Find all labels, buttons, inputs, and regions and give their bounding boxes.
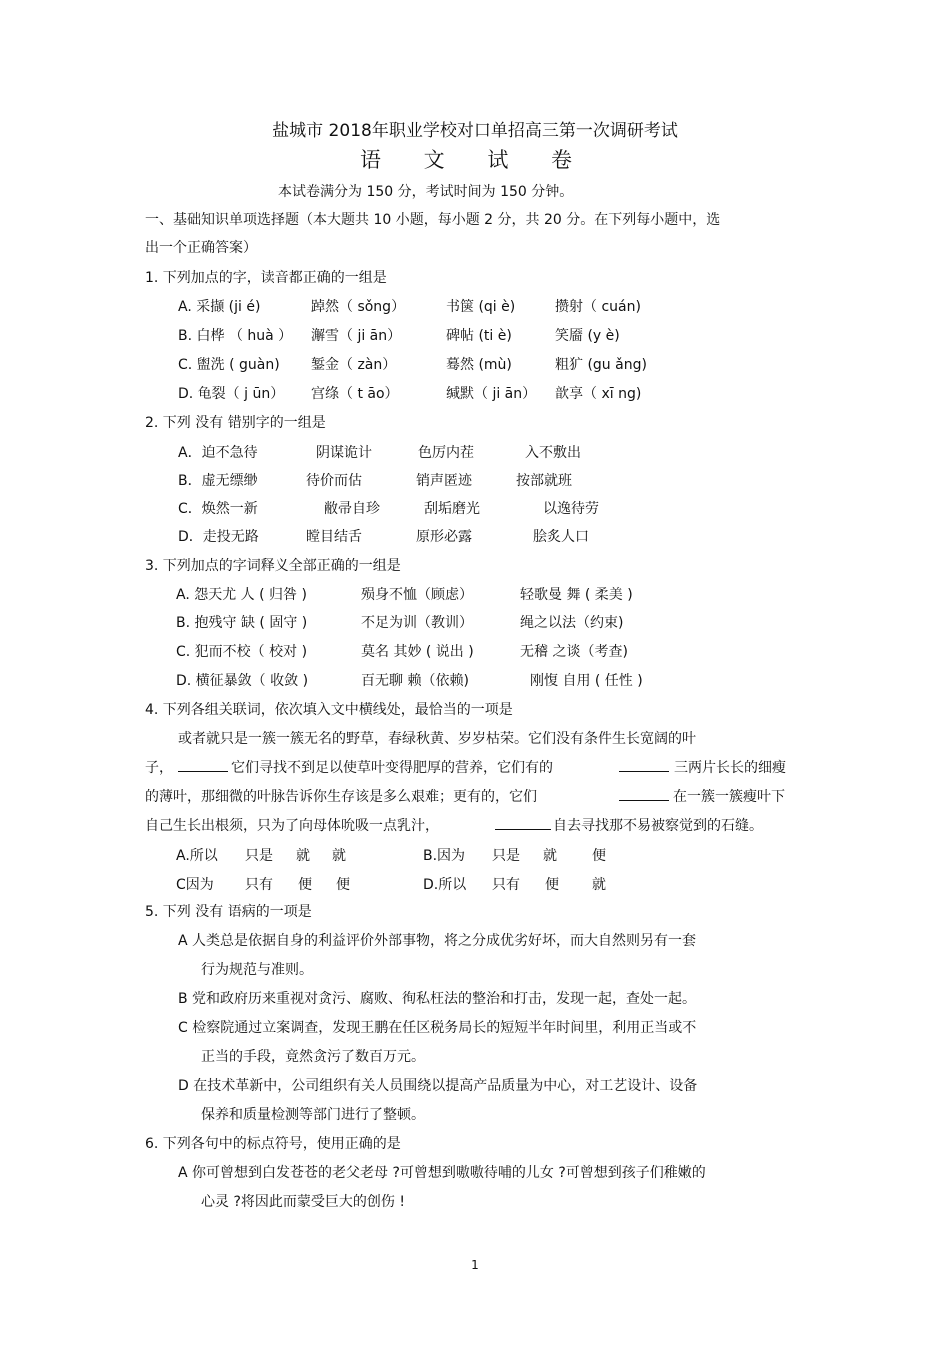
passage-text: 子， xyxy=(145,760,173,776)
question-stem: 3. 下列加点的字词释义全部正确的一组是 xyxy=(145,558,401,574)
passage-text: 在一簇一簇瘦叶下 xyxy=(673,789,785,805)
option-cell: 不足为训（教训） xyxy=(361,615,473,631)
option-cell: C因为 xyxy=(176,877,214,893)
option-cell: 书箧 (qi è) xyxy=(446,299,516,315)
option-cell: 就 xyxy=(332,848,346,864)
passage-text: 它们寻找不到足以使草叶变得肥厚的营养，它们有的 xyxy=(231,760,553,776)
exam-title: 盐城市 2018年职业学校对口单招高三第一次调研考试 xyxy=(272,121,678,141)
option-cell: 以逸待劳 xyxy=(543,501,599,517)
option-cell: 就 xyxy=(592,877,606,893)
option-cell: 待价而估 xyxy=(306,473,362,489)
option-cell: 阴谋诡计 xyxy=(316,445,372,461)
answer-blank xyxy=(178,758,228,778)
question-stem: 6. 下列各句中的标点符号，使用正确的是 xyxy=(145,1136,401,1152)
question-stem: 4. 下列各组关联词，依次填入文中横线处，最恰当的一项是 xyxy=(145,702,513,718)
passage-text: 自己生长出根须，只为了向母体吮吸一点乳汁， xyxy=(145,818,439,834)
option-cell: 粗犷 (gu ǎng) xyxy=(555,357,647,373)
option-cell: B．虚无缥缈 xyxy=(178,473,258,489)
option-cell: 便 xyxy=(545,877,559,893)
option-cell: 便 xyxy=(592,848,606,864)
option-cell: 按部就班 xyxy=(516,473,572,489)
option-line: 正当的手段，竟然贪污了数百万元。 xyxy=(201,1049,425,1065)
option-cell: 攒射（ cuán) xyxy=(555,299,641,315)
option-cell: 便 xyxy=(298,877,312,893)
exam-info: 本试卷满分为 150 分，考试时间为 150 分钟。 xyxy=(278,184,574,200)
option-cell: 百无聊 赖（依赖) xyxy=(361,673,469,689)
passage-text: 的薄叶，那细微的叶脉告诉你生存该是多么艰难；更有的，它们 xyxy=(145,789,537,805)
question-stem: 2. 下列 没有 错别字的一组是 xyxy=(145,415,326,431)
option-cell: B.因为 xyxy=(423,848,466,864)
option-cell: 便 xyxy=(336,877,350,893)
option-cell: 色厉内茬 xyxy=(418,445,474,461)
question-stem: 5. 下列 没有 语病的一项是 xyxy=(145,904,312,920)
option-line: A 你可曾想到白发苍苍的老父老母 ?可曾想到嗷嗷待哺的儿女 ?可曾想到孩子们稚嫩的 xyxy=(178,1165,706,1181)
passage-line xyxy=(145,758,173,778)
option-cell: 只有 xyxy=(492,877,520,893)
option-cell: 轻歌曼 舞 ( 柔美 ) xyxy=(520,587,633,603)
option-line: C 检察院通过立案调查，发现王鹏在任区税务局长的短短半年时间里，利用正当或不 xyxy=(178,1020,697,1036)
option-cell: 无稽 之谈（考查) xyxy=(520,644,628,660)
option-cell: 就 xyxy=(543,848,557,864)
option-cell: A．迫不急待 xyxy=(178,445,258,461)
answer-blank xyxy=(619,758,669,778)
option-cell: 入不敷出 xyxy=(525,445,581,461)
passage-text: 三两片长长的细瘦 xyxy=(674,760,786,776)
option-cell: 缄默（ ji ān） xyxy=(446,386,537,402)
option-line: 心灵 ?将因此而蒙受巨大的创伤 ! xyxy=(201,1194,405,1210)
option-cell: 笑靥 (y è) xyxy=(555,328,620,344)
option-cell: D. 横征暴敛（ 收敛 ) xyxy=(176,673,309,689)
passage-line: 或者就只是一簇一簇无名的野草，春绿秋黄、岁岁枯荣。它们没有条件生长宽阔的叶 xyxy=(178,731,696,747)
passage-text: 自去寻找那不易被察觉到的石缝。 xyxy=(553,818,763,834)
answer-blank xyxy=(495,816,551,836)
option-cell: 只是 xyxy=(492,848,520,864)
option-cell: D. 龟裂（ j ūn） xyxy=(178,386,285,402)
option-line: 保养和质量检测等部门进行了整顿。 xyxy=(201,1107,425,1123)
option-cell: C. 盥洗 ( guàn) xyxy=(178,357,280,373)
option-cell: D．走投无路 xyxy=(178,529,259,545)
option-line: A 人类总是依据自身的利益评价外部事物，将之分成优劣好坏，而大自然则另有一套 xyxy=(178,933,697,949)
option-cell: 刚愎 自用 ( 任性 ) xyxy=(530,673,643,689)
option-cell: 原形必露 xyxy=(416,529,472,545)
exam-subtitle: 语 文 试 卷 xyxy=(359,148,591,172)
option-cell: 瞠目结舌 xyxy=(306,529,362,545)
option-cell: 敝帚自珍 xyxy=(324,501,380,517)
option-line: B 党和政府历来重视对贪污、腐败、徇私枉法的整治和打击，发现一起，查处一起。 xyxy=(178,991,697,1007)
option-cell: 莫名 其妙 ( 说出 ) xyxy=(361,644,474,660)
option-cell: 销声匿迹 xyxy=(416,473,472,489)
page-number: 1 xyxy=(471,1258,479,1272)
option-cell: 脍炙人口 xyxy=(533,529,589,545)
option-cell: B. 白桦 （ huà ） xyxy=(178,328,293,344)
option-cell: C．焕然一新 xyxy=(178,501,258,517)
option-line: D 在技术革新中，公司组织有关人员围绕以提高产品质量为中心，对工艺设计、设备 xyxy=(178,1078,698,1094)
option-cell: 踔然（ sǒng） xyxy=(311,299,406,315)
option-cell: B. 抱残守 缺 ( 固守 ) xyxy=(176,615,308,631)
option-cell: 刮垢磨光 xyxy=(424,501,480,517)
option-cell: 绳之以法（约束) xyxy=(520,615,624,631)
option-cell: 就 xyxy=(296,848,310,864)
option-cell: 歆享（ xī ng) xyxy=(555,386,642,402)
option-cell: 宫绦（ t āo） xyxy=(311,386,399,402)
option-cell: 蓦然 (mù) xyxy=(446,357,512,373)
answer-blank xyxy=(619,787,669,807)
option-cell: 澥雪（ ji ān） xyxy=(311,328,402,344)
option-cell: 錾金（ zàn） xyxy=(311,357,397,373)
question-stem: 1. 下列加点的字，读音都正确的一组是 xyxy=(145,270,387,286)
option-cell: 碑帖 (ti è) xyxy=(446,328,512,344)
section-heading-cont: 出一个正确答案） xyxy=(145,240,257,256)
option-cell: 只是 xyxy=(245,848,273,864)
section-heading: 一、基础知识单项选择题（本大题共 10 小题，每小题 2 分，共 20 分。在下列每小题中，选 xyxy=(145,212,721,228)
option-cell: A. 怨天尤 人 ( 归咎 ) xyxy=(176,587,307,603)
option-line: 行为规范与准则。 xyxy=(201,962,313,978)
option-cell: C. 犯而不校（ 校对 ) xyxy=(176,644,308,660)
option-cell: D.所以 xyxy=(423,877,467,893)
option-cell: A. 采撷 (ji é) xyxy=(178,299,261,315)
option-cell: 殒身不恤（顾虑） xyxy=(361,587,473,603)
option-cell: 只有 xyxy=(245,877,273,893)
option-cell: A.所以 xyxy=(176,848,218,864)
